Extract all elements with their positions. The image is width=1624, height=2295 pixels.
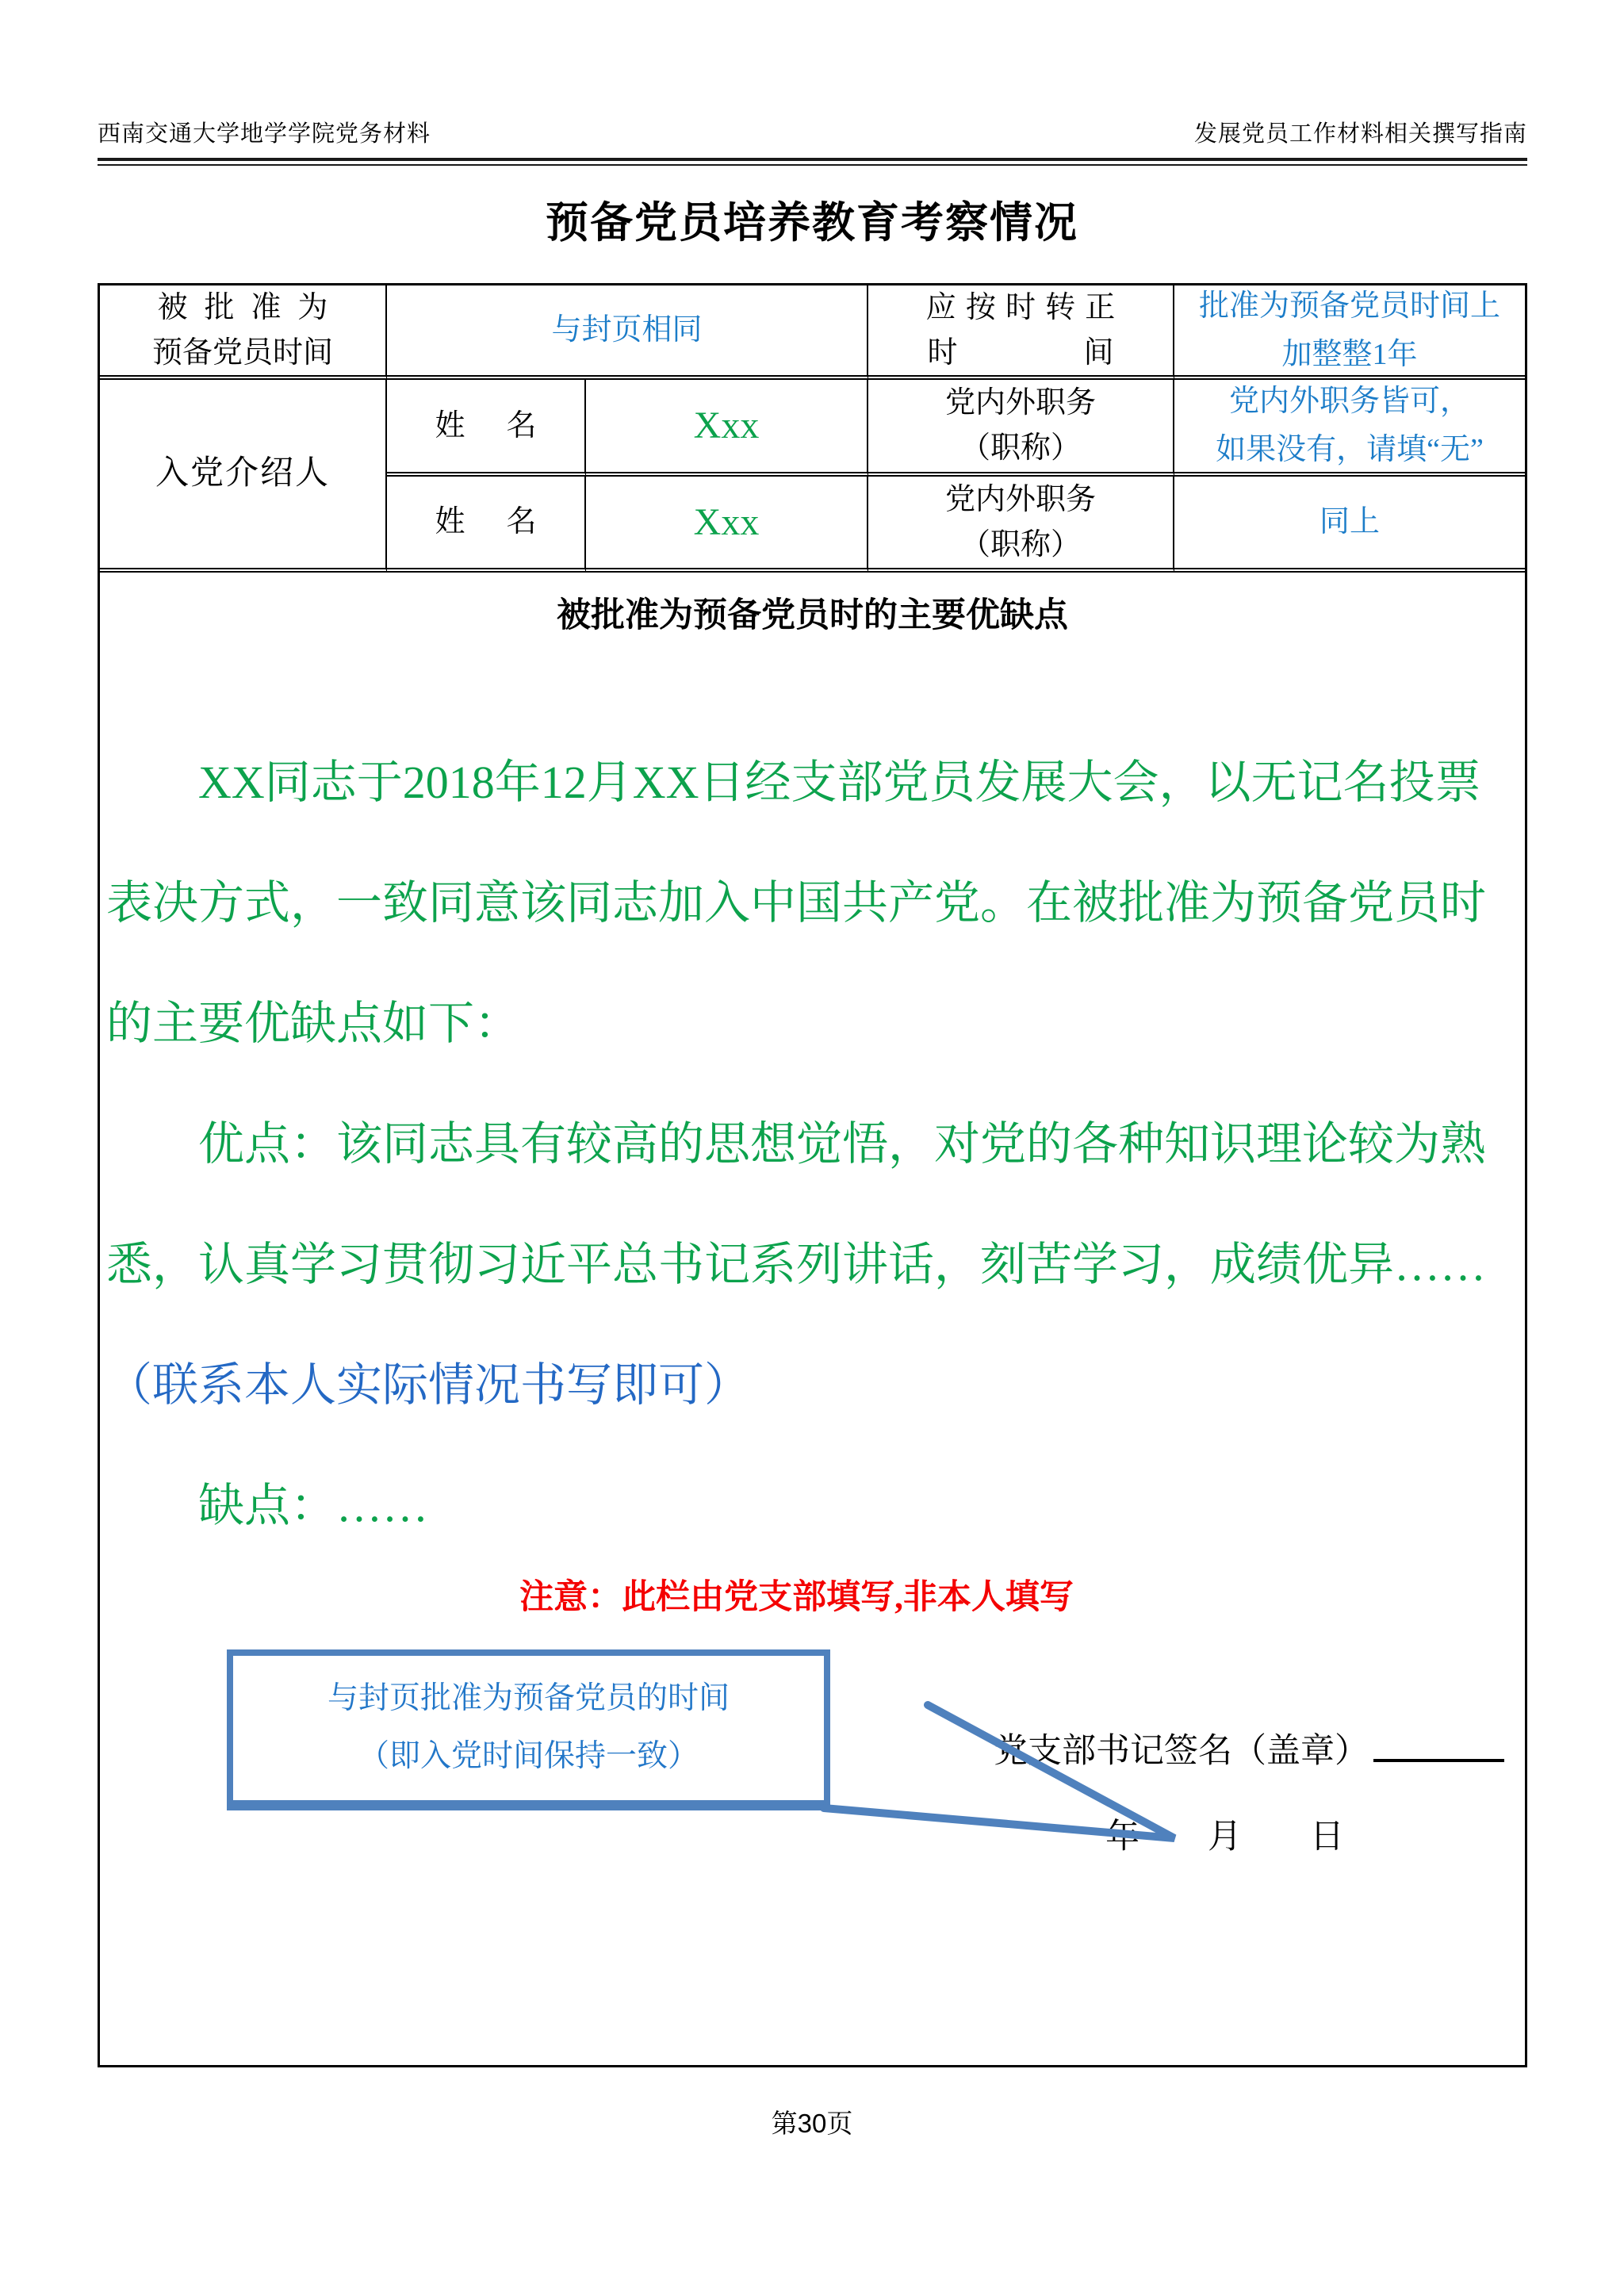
due-conversion-line2 xyxy=(928,331,1114,376)
duty-line2-2: （职称） xyxy=(959,527,1081,561)
name-char-ming-1: 名 xyxy=(506,408,537,443)
callout-line2: （即入党时间保持一致） xyxy=(358,1739,699,1773)
due-conversion-line1: 应按时转正 xyxy=(925,290,1125,324)
due-conversion-char-shi: 时 xyxy=(927,335,958,370)
page-number: 第30页 xyxy=(771,2109,853,2138)
duty-any-line2: 如果没有，请填“无” xyxy=(1216,433,1484,466)
cell-name-value-2: Xxx xyxy=(586,477,868,573)
cell-approved-time-label xyxy=(100,285,387,380)
cell-name-value-1: Xxx xyxy=(586,380,868,477)
name-char-xing-2: 姓 xyxy=(435,505,465,538)
header-left-text: 西南交通大学地学学院党务材料 xyxy=(98,121,431,147)
cell-introducer-label: 入党介绍人 xyxy=(100,380,387,573)
due-conversion-char-jian: 间 xyxy=(1083,335,1114,370)
cell-duty-any-note xyxy=(1174,380,1525,477)
duty-line1-2: 党内外职务 xyxy=(944,482,1096,516)
header-right-text: 发展党员工作材料相关撰写指南 xyxy=(1193,121,1527,147)
cell-name-label-1 xyxy=(387,380,586,477)
name-label-1 xyxy=(435,404,537,449)
red-warning-note: 注意：此栏由党支部填写,非本人填写 xyxy=(519,1579,1074,1616)
callout-line1: 与封页批准为预备党员的时间 xyxy=(327,1681,730,1716)
callout-box xyxy=(227,1649,830,1810)
form-table xyxy=(98,283,1527,2067)
page-title: 预备党员培养教育考察情况 xyxy=(546,199,1078,247)
cell-duty-label-1 xyxy=(868,380,1174,477)
duty-line1-1: 党内外职务 xyxy=(944,386,1096,420)
duty-any-line1: 党内外职务皆可， xyxy=(1228,385,1470,419)
date-line: 年 月 日 xyxy=(1105,1818,1344,1856)
header-rule xyxy=(98,158,1527,166)
plus-one-year-line1: 批准为预备党员时间上 xyxy=(1198,289,1500,323)
cell-plus-one-year-note xyxy=(1174,285,1525,380)
name-char-xing-1: 姓 xyxy=(435,408,465,443)
body-paragraph-2 xyxy=(106,1084,1520,1446)
cell-due-conversion-label xyxy=(868,285,1174,380)
body-paragraph-2-green: 优点：该同志具有较高的思想觉悟，对党的各种知识理论较为熟悉，认真学习贯彻习近平总书记系列讲话，刻苦学习，成绩优异…… xyxy=(106,1117,1487,1290)
plus-one-year-line2: 加整整1年 xyxy=(1281,337,1418,371)
callout-pointer-icon xyxy=(784,1683,1212,1865)
duty-line2-1: （职称） xyxy=(959,431,1081,465)
signature-label: 党支部书记签名（盖章） xyxy=(994,1733,1369,1770)
name-label-2 xyxy=(435,500,537,545)
signature-underline xyxy=(1373,1727,1504,1762)
cell-name-label-2 xyxy=(387,477,586,573)
approved-time-line2: 预备党员时间 xyxy=(151,335,333,370)
cell-duty-label-2 xyxy=(868,477,1174,573)
cell-same-as-cover-note: 与封页相同 xyxy=(387,285,868,380)
section-title: 被批准为预备党员时的主要优缺点 xyxy=(557,597,1068,634)
body-paragraph-3: 缺点：…… xyxy=(198,1479,429,1531)
body-paragraph-1: XX同志于2018年12月XX日经支部党员发展大会，以无记名投票表决方式，一致同意该同志加入中国共产党。在被批准为预备党员时的主要优缺点如下： xyxy=(106,757,1487,1049)
approved-time-line1: 被批准为 xyxy=(157,290,345,324)
body-paragraph-2-blue-note: （联系本人实际情况书写即可） xyxy=(106,1358,751,1411)
main-remarks-cell xyxy=(100,573,1525,2065)
cell-ditto-note: 同上 xyxy=(1174,477,1525,573)
remarks-body xyxy=(106,722,1520,1566)
name-char-ming-2: 名 xyxy=(506,505,537,538)
